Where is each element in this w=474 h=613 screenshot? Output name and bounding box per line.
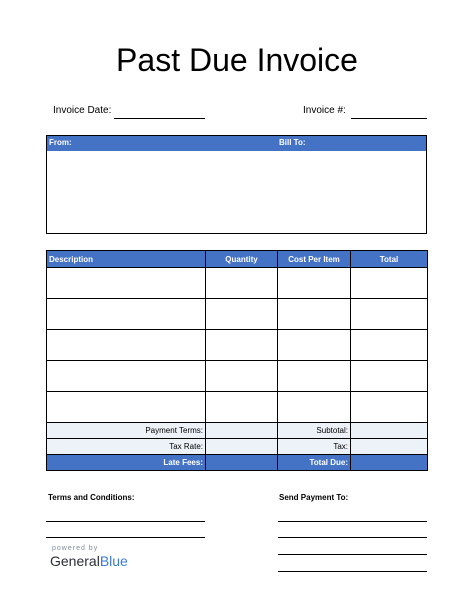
brand-name-part1: General <box>50 553 100 569</box>
table-row <box>47 268 428 299</box>
powered-by-text: powered by <box>52 545 99 552</box>
tax-field[interactable] <box>351 439 428 455</box>
terms-line[interactable] <box>46 521 205 522</box>
total-due-label: Total Due: <box>278 455 351 471</box>
send-payment-line[interactable] <box>278 554 427 555</box>
payment-terms-field[interactable] <box>206 423 278 439</box>
from-label: From: <box>49 138 72 147</box>
summary-row-tax <box>47 439 428 455</box>
table-row <box>47 361 428 392</box>
cost-per-item-header: Cost Per Item <box>278 251 351 268</box>
total-cell[interactable] <box>351 330 428 361</box>
send-payment-line[interactable] <box>278 521 427 522</box>
bill-to-label: Bill To: <box>279 138 306 147</box>
generalblue-logo <box>50 553 128 569</box>
invoice-date-label: Invoice Date: <box>53 105 112 116</box>
send-payment-line[interactable] <box>278 571 427 572</box>
total-header: Total <box>351 251 428 268</box>
payment-terms-label: Payment Terms: <box>47 423 206 439</box>
cost-cell[interactable] <box>278 330 351 361</box>
cost-cell[interactable] <box>278 268 351 299</box>
send-payment-line[interactable] <box>278 537 427 538</box>
total-cell[interactable] <box>351 268 428 299</box>
quantity-header: Quantity <box>206 251 278 268</box>
table-row <box>47 299 428 330</box>
quantity-cell[interactable] <box>206 330 278 361</box>
total-cell[interactable] <box>351 299 428 330</box>
subtotal-field[interactable] <box>351 423 428 439</box>
table-row <box>47 330 428 361</box>
quantity-cell[interactable] <box>206 299 278 330</box>
late-fees-field[interactable] <box>206 455 278 471</box>
description-cell[interactable] <box>47 268 206 299</box>
cost-cell[interactable] <box>278 361 351 392</box>
line-items-table <box>46 250 428 471</box>
total-cell[interactable] <box>351 392 428 423</box>
subtotal-label: Subtotal: <box>278 423 351 439</box>
description-cell[interactable] <box>47 392 206 423</box>
description-cell[interactable] <box>47 299 206 330</box>
invoice-number-field[interactable] <box>351 118 427 119</box>
description-cell[interactable] <box>47 330 206 361</box>
description-cell[interactable] <box>47 361 206 392</box>
late-fees-label: Late Fees: <box>47 455 206 471</box>
from-bill-to-box <box>46 135 427 234</box>
description-header: Description <box>47 251 206 268</box>
send-payment-label: Send Payment To: <box>279 493 349 502</box>
tax-label: Tax: <box>278 439 351 455</box>
invoice-number-label: Invoice #: <box>303 105 346 116</box>
quantity-cell[interactable] <box>206 392 278 423</box>
cost-cell[interactable] <box>278 392 351 423</box>
table-header-row <box>47 251 428 268</box>
tax-rate-field[interactable] <box>206 439 278 455</box>
quantity-cell[interactable] <box>206 361 278 392</box>
total-cell[interactable] <box>351 361 428 392</box>
document-title: Past Due Invoice <box>116 42 358 78</box>
tax-rate-label: Tax Rate: <box>47 439 206 455</box>
bill-to-field[interactable] <box>279 151 426 233</box>
terms-line[interactable] <box>46 537 205 538</box>
from-field[interactable] <box>47 151 279 233</box>
brand-name-part2: Blue <box>99 553 128 569</box>
invoice-date-field[interactable] <box>114 118 205 119</box>
total-due-field[interactable] <box>351 455 428 471</box>
quantity-cell[interactable] <box>206 268 278 299</box>
summary-row-payment-terms <box>47 423 428 439</box>
cost-cell[interactable] <box>278 299 351 330</box>
summary-row-total <box>47 455 428 471</box>
terms-label: Terms and Conditions: <box>48 493 135 502</box>
from-bill-to-header <box>47 136 426 151</box>
table-row <box>47 392 428 423</box>
